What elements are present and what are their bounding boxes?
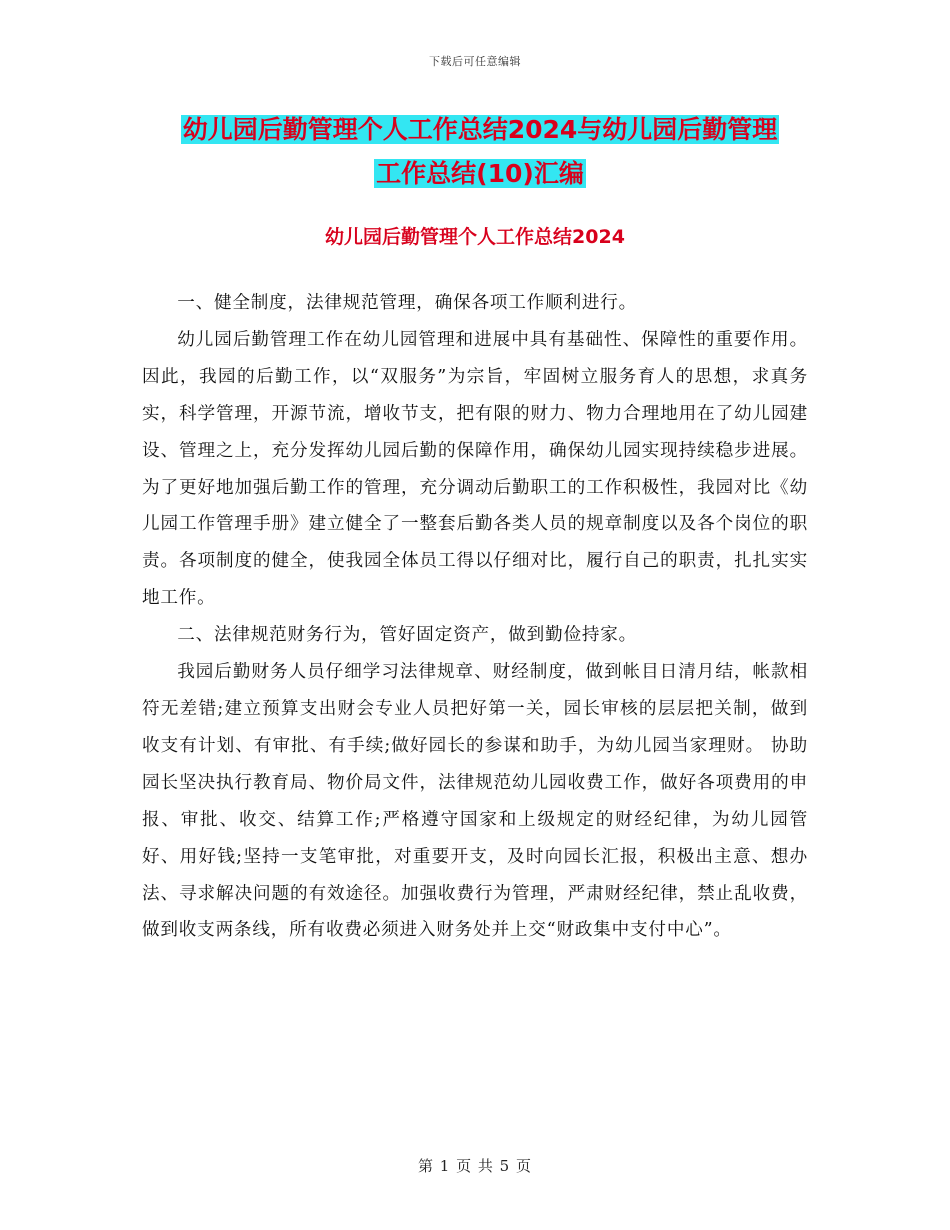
page-number: 第 1 页 共 5 页 — [418, 1157, 532, 1175]
paragraph-heading-1: 一、健全制度，法律规范管理，确保各项工作顺利进行。 — [177, 293, 638, 313]
paragraph: 我园后勤财务人员仔细学习法律规章、财经制度，做到帐目日清月结，帐款相符无差错;建立预算支出财会专业人员把好第一关，园长审核的层层把关制，做到收支有计划、有审批、有手续;做好园长的参谋和助手，为幼儿园当家理财。 协助园长坚决执行教育局、物价局文件，法律规范幼儿园收费工作，做好各项费用的申报、审批、收交、结算工作;严格遵守国家和上级规定的财经纪律，为幼儿园管好、用好钱;坚持一支笔审批，对重要开支，及时向园长汇报，积极出主意、想办法、寻求解决问题的有效途径。加强收费行为管理，严肃财经纪律，禁止乱收费，做到收支两条线，所有收费必须进入财务处并上交“财政集中支付中心”。 — [142, 662, 808, 941]
document-title — [140, 108, 820, 196]
section-title: 幼儿园后勤管理个人工作总结2024 — [325, 226, 625, 248]
document-body — [142, 285, 808, 949]
page-header-note: 下载后可任意编辑 — [429, 55, 521, 68]
paragraph-heading-2: 二、法律规范财务行为，管好固定资产，做到勤俭持家。 — [177, 625, 638, 646]
document-title-line-2: 工作总结(10)汇编 — [376, 159, 584, 188]
paragraph: 幼儿园后勤管理工作在幼儿园管理和进展中具有基础性、保障性的重要作用。因此，我园的后勤工作，以“双服务”为宗旨，牢固树立服务育人的思想，求真务实，科学管理，开源节流，增收节支，把有限的财力、物力合理地用在了幼儿园建设、管理之上，充分发挥幼儿园后勤的保障作用，确保幼儿园实现持续稳步进展。为了更好地加强后勤工作的管理，充分调动后勤职工的工作积极性，我园对比《幼儿园工作管理手册》建立健全了一整套后勤各类人员的规章制度以及各个岗位的职责。各项制度的健全，使我园全体员工得以仔细对比，履行自己的职责，扎扎实实地工作。 — [142, 329, 808, 609]
document-title-line-1: 幼儿园后勤管理个人工作总结2024与幼儿园后勤管理 — [182, 115, 778, 144]
